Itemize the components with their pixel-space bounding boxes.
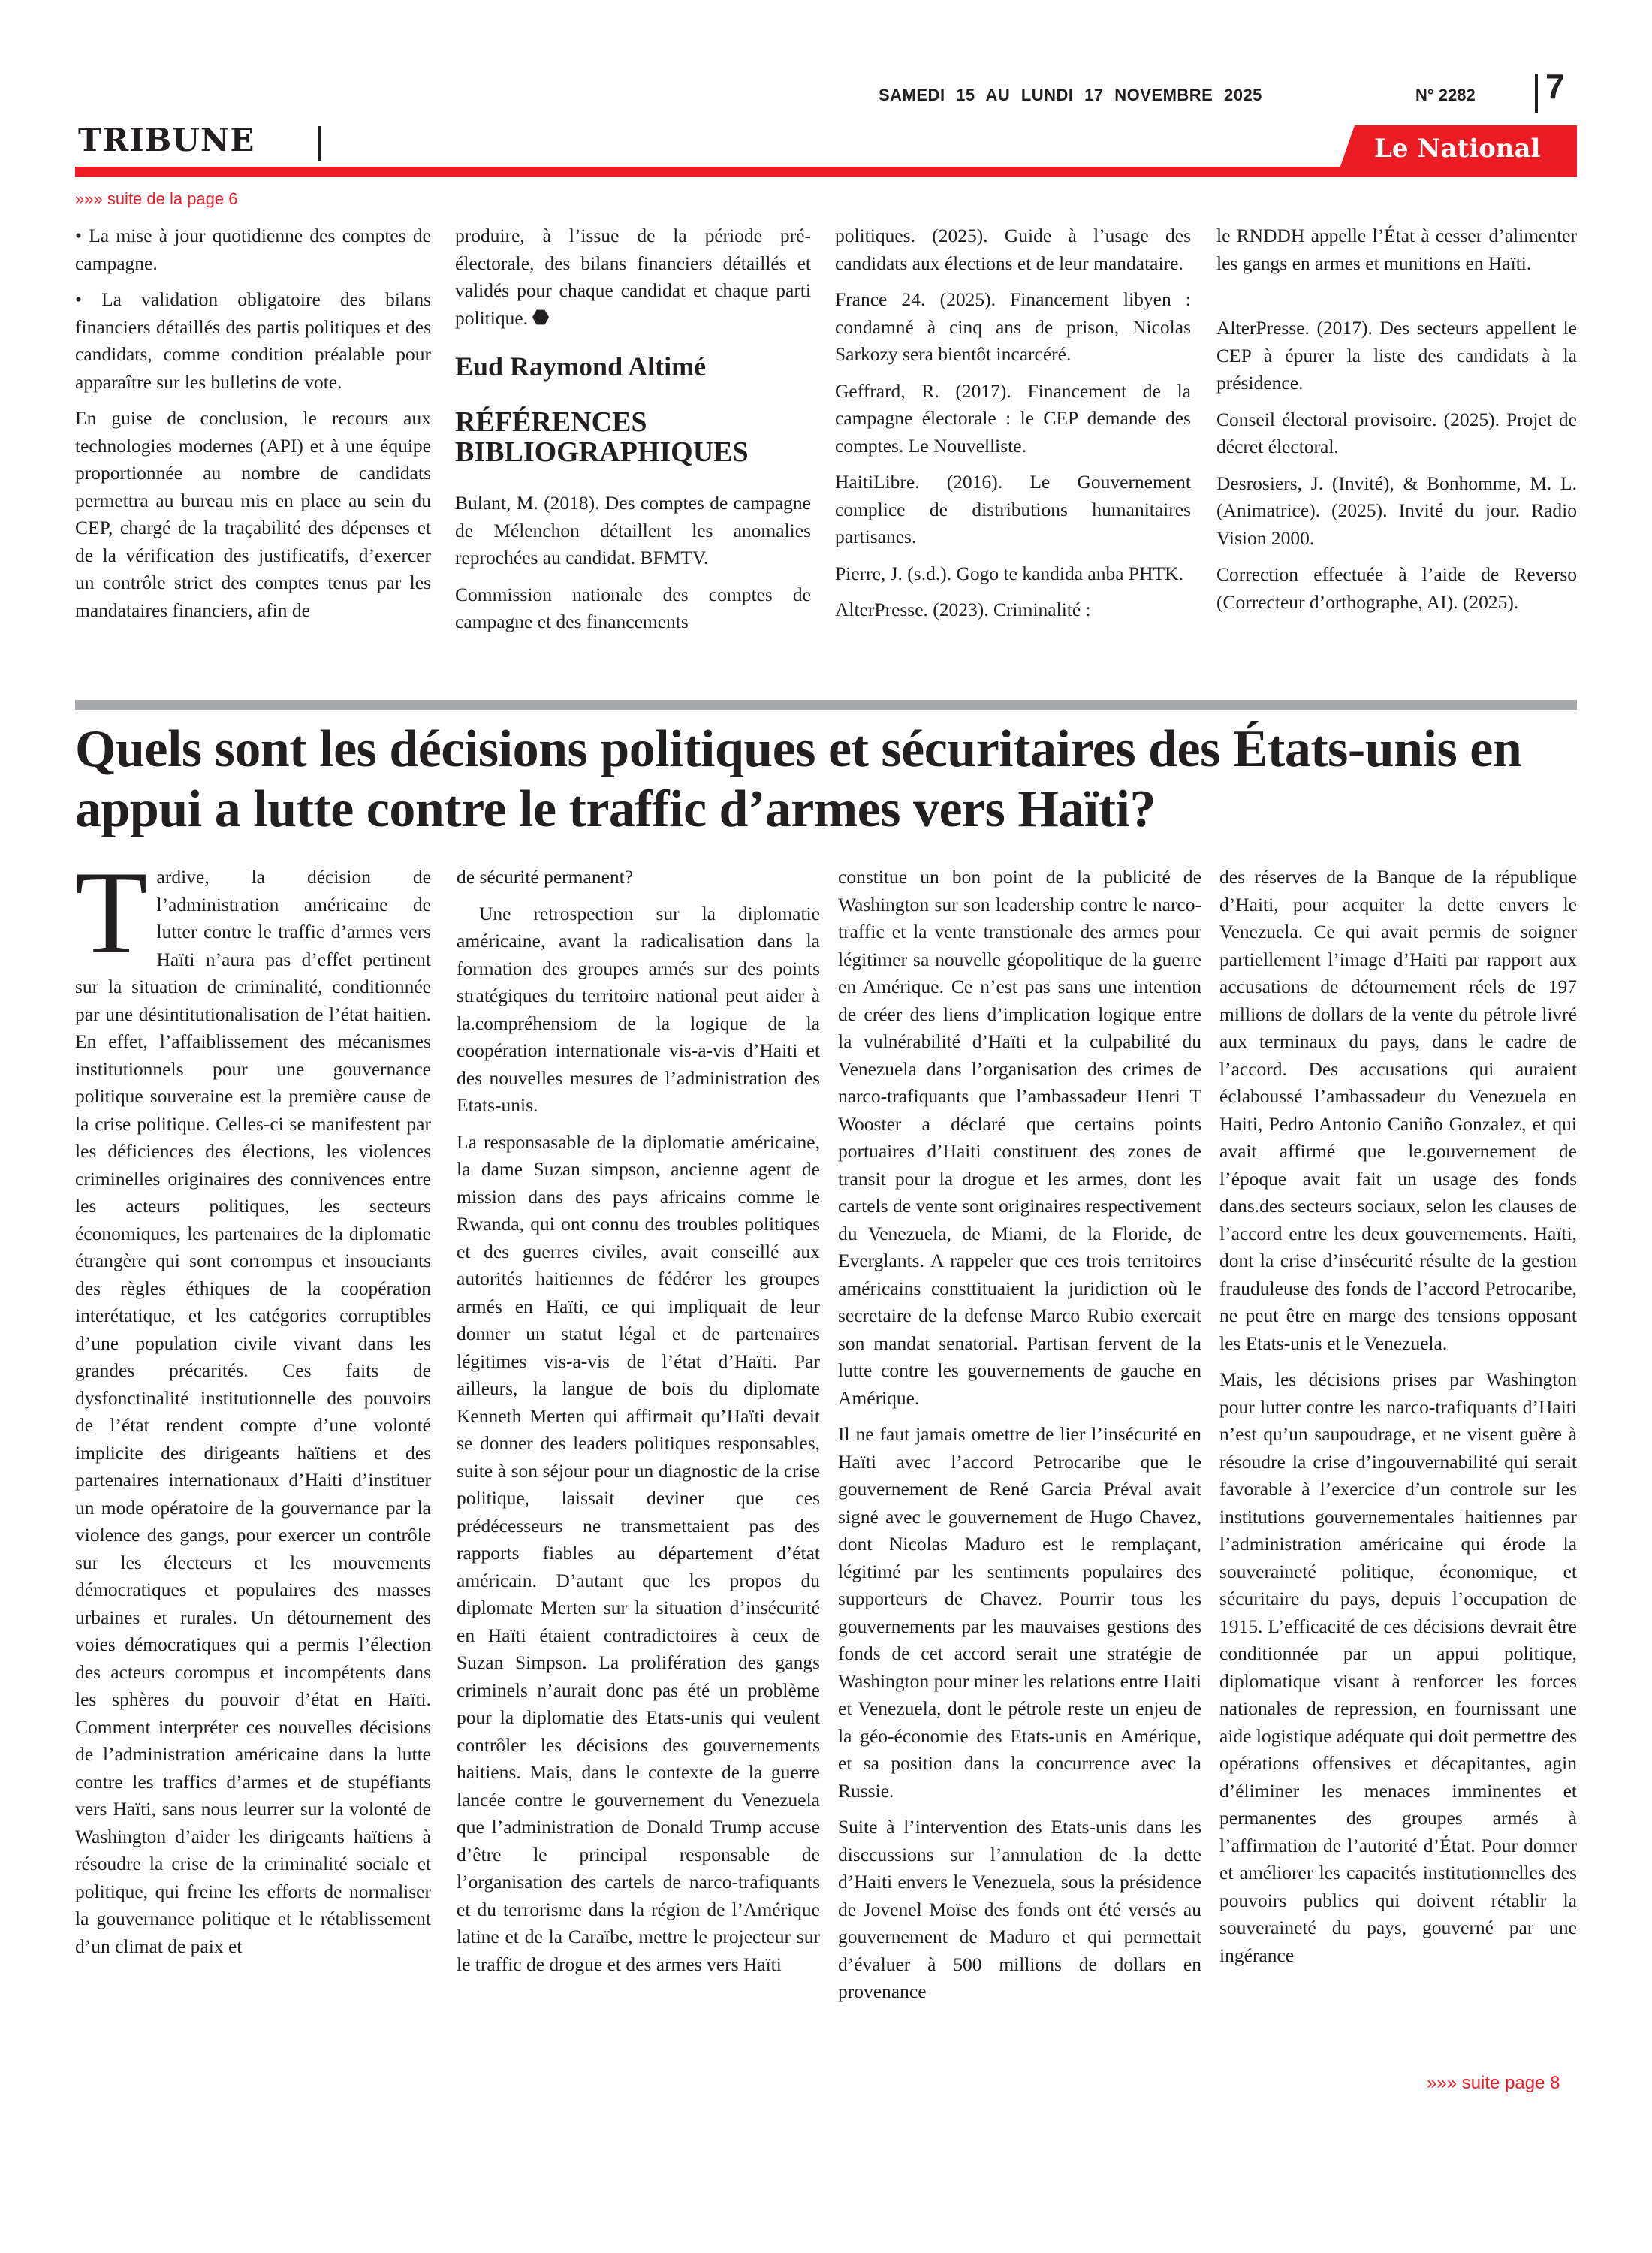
reference-entry: Geffrard, R. (2017). Financement de la campagne électorale : le CEP demande des comptes. Le Nouvelliste. (835, 379, 1191, 457)
continued-from-link[interactable]: »»» suite de la page 6 (75, 189, 238, 208)
reference-entry: Pierre, J. (s.d.). Gogo te kandida anba PHTK. (835, 562, 1183, 584)
author-byline: Eud Raymond Altimé (455, 351, 707, 382)
reference-entry: Conseil électoral provisoire. (2025). Projet de décret électoral. (1216, 408, 1577, 457)
article-paragraph: des réserves de la Banque de la république d’Haiti, pour acquiter la dette envers le Venezuela. Ce qui avait permis de soigner partiellement l’image d’Haiti par rapport aux accusations de détournement réels de 197 millions de dollars de la vente du pétrole livré aux terminaux du pays, dans le cadre de l’accord. Des accusations qui auraient éclaboussé l’ambassadeur du Venezuela en Haiti, Pedro Antonio Caniño Gonzalez, et qui avait affirmé que le.gouvernement de l’époque avait fait un usage des fonds dans.des secteurs sociaux, selon les clauses de l’accord entre les deux gouvernements. Haïti, dont la crise d’insécurité résulte de la gestion frauduleuse des fonds de l’accord Petrocaribe, ne peut être en marge des tensions opposant les Etats-unis et le Venezuela. (1219, 866, 1577, 1354)
conclusion-paragraph: En guise de conclusion, le recours aux technologies modernes (API) et à une équipe proportionnée au nombre de candidats permettra au bureau mis en place au sein du CEP, chargé de la traçabilité des dépenses et de la vérification des justificatifs, d’exercer un contrôle strict des comptes tenus par les mandataires financiers, afin de (75, 407, 431, 621)
section-divider (318, 126, 321, 161)
previous-article-column-4 (1216, 222, 1577, 616)
end-of-article-icon (532, 309, 549, 326)
newspaper-brand: Le National (1374, 134, 1541, 164)
bullet-paragraph: • La mise à jour quotidienne des comptes de campagne. (75, 225, 431, 274)
article-paragraph: Suite à l’intervention des Etats-unis dans les disccussions sur l’annulation de la dette d’Haiti envers le Venezuela, sous la présidence de Jovenel Moïse des fonds ont été versés au gouvernement de Maduro et qui permettait d’évaluer à 500 millions de dollars en provenance (838, 1816, 1201, 2002)
article-column-2 (457, 864, 820, 1978)
article-column-1 (75, 847, 431, 1960)
previous-article-column-3 (835, 222, 1191, 624)
article-paragraph: Il ne faut jamais omettre de lier l’insécurité en Haïti avec l’accord Petrocaribe que le gouvernement de René Garcia Préval avait signé avec le gouvernement de Hugo Chavez, dont Nicolas Maduro est le remplaçant, légitimé par les sentiments populaires des supporteurs de Chavez. Pourrir tous les gouvernements par les mauvaises gestions des fonds de cet accord serait une stratégie de Washington pour miner les relations entre Haiti et Venezuela, dont le pétrole reste un enjeu de la géo-économie des Etats-unis en Amérique, et sa position dans la concurrence avec la Russie. (838, 1423, 1201, 1802)
article-paragraph: La responsasable de la diplomatie américaine, la dame Suzan simpson, ancienne agent de mission dans des pays africains comme le Rwanda, qui ont connu des troubles politiques et des guerres civiles, avait conseillé aux autorités haitiennes de fédérer les groupes armés en Haïti, ce qui impliquait de leur donner un statut légal et de partenaires légitimes vis-a-vis de l’état d’Haïti. Par ailleurs, la langue de bois du diplomate Kenneth Merten qui affirmait qu’Haïti devait se donner des leaders politiques responsables, suite à son séjour pour un diagnostic de la crise politique, laissait deviner que ces prédécesseurs ne transmettaient pas des rapports fiables au département d’état américain. D’autant que les propos du diplomate Merten sur la situation d’insécurité en Haïti étaient contradictoires à ceux de Suzan Simpson. La prolifération des gangs criminels n’aurait donc pas été un problème pour la diplomatie des Etats-unis qui veulent contrôler les décisions des gouvernements haitiens. Mais, dans le contexte de la guerre lancée contre le gouvernement du Venezuela que l’administration de Donald Trump accuse d’être le principal responsable de l’organisation des cartels de narco-trafiquants et du terrorisme dans la région de l’Amérique latine et de la Caraïbe, mettre le projecteur sur le traffic de drogue et des armes vers Haïti (457, 1130, 820, 1975)
continued-on-link[interactable]: »»» suite page 8 (1427, 2073, 1560, 2093)
references-heading: RÉFÉRENCES BIBLIOGRAPHIQUES (455, 406, 749, 468)
article-separator-rule (75, 700, 1577, 710)
previous-article-column-1 (75, 222, 431, 624)
reference-entry: France 24. (2025). Financement libyen : condamné à cinq ans de prison, Nicolas Sarkozy sera bientôt incarcéré. (835, 288, 1191, 365)
drop-cap: T (75, 847, 148, 979)
reference-entry: Desrosiers, J. (Invité), & Bonhomme, M. L. (Animatrice). (2025). Invité du jour. Radio Vision 2000. (1216, 472, 1577, 549)
reference-entry: le RNDDH appelle l’État à cesser d’alimenter les gangs en armes et munitions en Haïti. (1216, 225, 1577, 274)
page-number: 7 (1545, 67, 1565, 106)
reference-entry: AlterPresse. (2023). Criminalité : (835, 599, 1091, 620)
reference-entry: politiques. (2025). Guide à l’usage des candidats aux élections et de leur mandataire. (835, 225, 1191, 274)
article-paragraph: Mais, les décisions prises par Washington pour lutter contre les narco-trafiquants d’Haiti n’est qu’un saupoudrage, et ne visent guère à résoudre la crise d’ingouvernabilité qui serait favorable à l’exercice d’un controle sur les institutions gouvernementales haitiennes par l’administration américaine qui érode la souveraineté politique, économique, et sécuritaire du pays, depuis l’occupation de 1915. L’efficacité de ces décisions devrait être conditionnée par un appui politique, diplomatique visant à renforcer les forces nationales de repression, en fournissant une aide logistique adéquate qui doit permettre des opérations offensives et décapitantes, agin d’éliminer les menaces imminentes et permanentes des groupes armés à l’affirmation de l’autorité d’État. Pour donner et améliorer les capacités institutionnelles des pouvoirs publics qui doivent rétablir la souveraineté du pays, gouverné par une ingérance (1219, 1368, 1577, 1966)
article-paragraph: Tardive, la décision de l’administration américaine de lutter contre le traffic d’armes vers Haïti n’aura pas d’effet pertinent sur la situation de criminalité, conditionnée par une désintitutionalisation de l’état haitien. En effet, l’affaiblissement des mécanismes institutionnels pour une gouvernance politique souveraine est la première cause de la crise politique. Celles-ci se manifestent par les déficiences des élections, les violences criminelles originaires des connivences entre les acteurs politiques, les secteurs économiques, les partenaires de la diplomatie étrangère qui sont corrompus et insouciants des règles éthiques de la coopération interétatique, et les catégories corruptibles d’une population civile vivant dans les grandes précarités. Ces faits de dysfonctinalité institutionnelle des pouvoirs de l’état rendent compte d’une volonté implicite des dirigeants haïtiens et des partenaires internationaux d’Haiti d’instituer un mode opératoire de la gouvernance par la violence des gangs, pour exercer un contrôle sur les électeurs et les mouvements démocratiques et populaires des masses urbaines et rurales. Un détournement des voies démocratiques qui a permis l’élection des acteurs corompus et incompétents dans les sphères du pouvoir d’état en Haïti. Comment interpréter ces nouvelles décisions de l’administration américaine dans la lutte contre les traffics d’armes et de stupéfiants vers Haïti, sans nous leurrer sur la volonté de Washington d’aider les dirigeants haïtiens à résoudre la crise de la criminalité sociale et politique, qui freine les efforts de normaliser la gouvernance politique et le rétablissement d’un climat de paix et (75, 847, 431, 1957)
issue-number: N° 2282 (1415, 86, 1476, 104)
previous-article-column-2 (455, 222, 811, 636)
issue-date: SAMEDI 15 AU LUNDI 17 NOVEMBRE 2025 (879, 86, 1262, 104)
closing-paragraph: produire, à l’issue de la période pré-électorale, des bilans financiers détaillés et validés pour chaque candidat et chaque parti politique. (455, 225, 811, 329)
page-number-divider (1535, 74, 1538, 113)
article-paragraph: constitue un bon point de la publicité de Washington sur son leadership contre le narco-traffic et la vente transtionale des armes pour légitimer sa nouvelle géopolitique de la guerre en Amérique. Ce n’est pas sans une intention de créer des liens d’implication logique entre la vulnérabilité d’Haïti et la culpabilité du Venezuela dans l’organisation des crimes de narco-trafiquants que l’ambassadeur Henri T Wooster a déclaré que certains points portuaires d’Haiti constituent des zones de transit pour la drogue et les armes, dont les cartels de vente sont originaires respectivement du Venezuela, de Miami, de la Floride, de Everglants. A rappeler que ces trois territoires américains consttituaient la juridiction où le secretaire de la defense Marco Rubio exercait son mandat senatorial. Partisan fervent de la lutte contre les gouvernements de gauche en Amérique. (838, 866, 1201, 1409)
section-title: TRIBUNE (78, 122, 255, 158)
article-headline: Quels sont les décisions politiques et sécuritaires des États-unis en appui a lutte contre le traffic d’armes vers Haïti? (75, 720, 1522, 838)
article-column-4 (1219, 864, 1577, 1969)
bullet-paragraph: • La validation obligatoire des bilans financiers détaillés des partis politiques et des candidats, comme condition préalable pour apparaître sur les bulletins de vote. (75, 288, 431, 393)
reference-entry: Bulant, M. (2018). Des comptes de campagne de Mélenchon détaillent les anomalies reprochées au candidat. BFMTV. (455, 492, 811, 569)
reference-entry: Correction effectuée à l’aide de Reverso (Correcteur d’orthographe, AI). (2025). (1216, 563, 1577, 613)
reference-entry: Commission nationale des comptes de campagne et des financements (455, 583, 811, 632)
reference-entry: AlterPresse. (2017). Des secteurs appellent le CEP à épurer la liste des candidats à la présidence. (1216, 317, 1577, 394)
article-paragraph: de sécurité permanent? (457, 866, 634, 888)
article-column-3 (838, 864, 1201, 2006)
reference-entry: HaitiLibre. (2016). Le Gouvernement complice de distributions humanitaires partisanes. (835, 471, 1191, 547)
article-paragraph: Une retrospection sur la diplomatie américaine, avant la radicalisation dans la formation des groupes armés sur des points stratégiques du territoire national peut aider à la.compréhensiom de la logique de la coopération internationale vis-a-vis d’Haiti et des nouvelles mesures de l’administration des Etats-unis. (457, 902, 820, 1116)
